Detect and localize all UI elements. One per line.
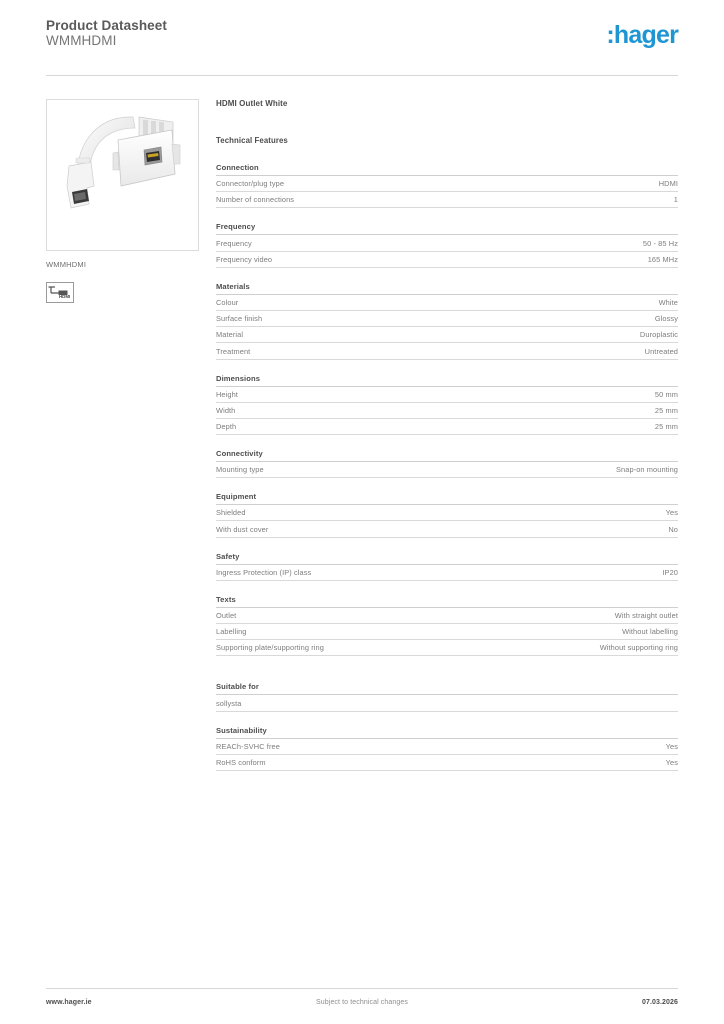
hager-logo: :hager <box>606 21 678 49</box>
spec-section <box>216 163 678 208</box>
spec-row <box>216 624 678 640</box>
spec-row <box>216 739 678 755</box>
spec-label: Ingress Protection (IP) class <box>216 567 312 577</box>
page-header <box>46 0 678 64</box>
spec-value: Yes <box>665 757 678 767</box>
page-footer <box>46 988 678 1006</box>
spec-column <box>216 99 678 785</box>
spec-label: Material <box>216 330 244 340</box>
spec-label: Shielded <box>216 508 246 518</box>
spec-value: Without labelling <box>622 627 678 637</box>
spec-row <box>216 176 678 192</box>
spec-row <box>216 387 678 403</box>
spec-section-heading: Dimensions <box>216 374 678 387</box>
spec-label: Number of connections <box>216 195 295 205</box>
spec-row <box>216 695 678 711</box>
spec-value: 25 mm <box>654 405 678 415</box>
spec-value: 165 MHz <box>647 254 678 264</box>
spec-value: 50 mm <box>654 389 678 399</box>
spec-section-heading: Suitable for <box>216 682 678 695</box>
spec-row <box>216 755 678 771</box>
product-image-column <box>46 99 201 303</box>
spec-section-heading: Connection <box>216 163 678 176</box>
footer-website[interactable]: www.hager.ie <box>46 999 92 1006</box>
spec-label: sollysta <box>216 698 242 708</box>
spec-label: Supporting plate/supporting ring <box>216 643 324 653</box>
spec-value: No <box>668 524 678 534</box>
spec-value: Yes <box>665 508 678 518</box>
spec-value: Snap-on mounting <box>616 465 678 475</box>
footer-date: 07.03.2026 <box>641 999 678 1006</box>
spec-value: Duroplastic <box>639 330 678 340</box>
product-image-caption: WMMHDMI <box>46 260 87 269</box>
spec-section <box>216 595 678 657</box>
spec-row <box>216 505 678 521</box>
spec-section <box>216 492 678 537</box>
page-title: Product Datasheet <box>46 18 167 33</box>
header-divider <box>46 75 678 76</box>
spec-value: With straight outlet <box>614 611 678 620</box>
spec-value: IP20 <box>662 567 678 577</box>
spec-row <box>216 235 678 251</box>
footer-notice: Subject to technical changes <box>316 999 408 1006</box>
spec-value: 1 <box>673 195 678 205</box>
spec-section-heading: Materials <box>216 282 678 295</box>
page-subtitle-product-code: WMMHDMI <box>46 33 117 48</box>
spec-label: Connector/plug type <box>216 179 285 189</box>
spec-label: Labelling <box>216 627 247 637</box>
spec-value: 50 - 85 Hz <box>642 238 678 248</box>
spec-sections <box>216 163 678 771</box>
hdmi-outlet-pictogram-icon <box>46 282 74 303</box>
spec-row <box>216 640 678 656</box>
spec-section <box>216 682 678 711</box>
spec-section <box>216 552 678 581</box>
product-image <box>46 99 199 251</box>
spec-row <box>216 311 678 327</box>
spec-row <box>216 192 678 208</box>
spec-section <box>216 449 678 478</box>
spec-section-heading: Texts <box>216 595 678 608</box>
spec-label: Depth <box>216 422 237 432</box>
spec-section <box>216 726 678 771</box>
spec-row <box>216 419 678 435</box>
product-name: HDMI Outlet White <box>216 99 288 108</box>
spec-label: Frequency <box>216 238 252 248</box>
spec-section-heading: Equipment <box>216 492 678 505</box>
spec-value: Without supporting ring <box>599 643 678 653</box>
spec-row <box>216 295 678 311</box>
spec-section-heading: Sustainability <box>216 726 678 739</box>
spec-label: Mounting type <box>216 465 264 475</box>
spec-section-heading: Frequency <box>216 222 678 235</box>
spec-row <box>216 462 678 478</box>
spec-row <box>216 565 678 581</box>
spec-label: RoHS conform <box>216 757 266 767</box>
spec-value: Untreated <box>644 346 678 356</box>
title-block <box>46 18 678 49</box>
spec-section <box>216 222 678 267</box>
spec-label: Width <box>216 405 236 415</box>
spec-value: Yes <box>665 741 678 751</box>
spec-row <box>216 327 678 343</box>
svg-text:HDMI: HDMI <box>59 294 71 300</box>
spec-label: Surface finish <box>216 314 263 324</box>
footer-divider <box>46 988 678 989</box>
spec-row <box>216 608 678 624</box>
spec-row <box>216 403 678 419</box>
technical-features-title: Technical Features <box>216 136 288 145</box>
spec-label: REACh-SVHC free <box>216 741 280 751</box>
content-area <box>46 99 678 785</box>
spec-section <box>216 282 678 360</box>
spec-row <box>216 252 678 268</box>
spec-value: HDMI <box>658 179 678 189</box>
spec-label: Colour <box>216 297 239 307</box>
spec-value: Glossy <box>654 314 678 324</box>
spec-row <box>216 521 678 537</box>
spec-label: With dust cover <box>216 524 269 534</box>
spec-value: White <box>658 297 678 307</box>
spec-label: Height <box>216 389 238 399</box>
spec-label: Frequency video <box>216 254 273 264</box>
spec-row <box>216 343 678 359</box>
spec-label: Treatment <box>216 346 251 356</box>
spec-value: 25 mm <box>654 422 678 432</box>
spec-label: Outlet <box>216 611 237 620</box>
spec-section-heading: Connectivity <box>216 449 678 462</box>
spec-section <box>216 374 678 436</box>
spec-section-heading: Safety <box>216 552 678 565</box>
